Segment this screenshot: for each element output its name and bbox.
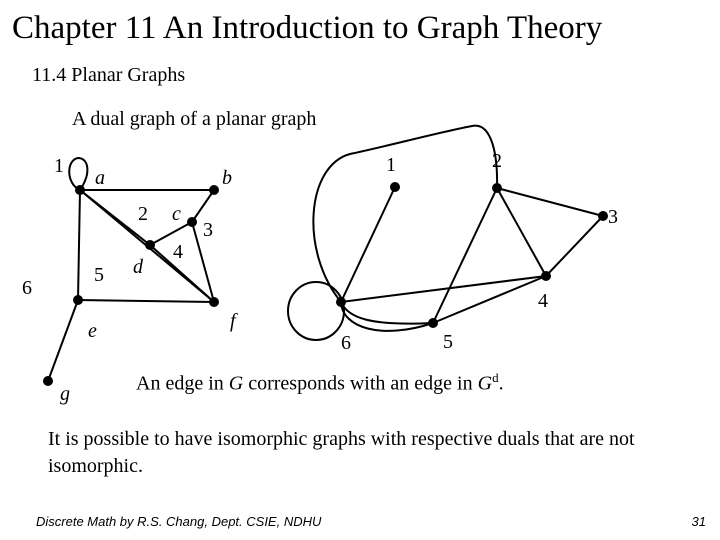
gd-label-6: 6 (341, 332, 351, 354)
g-vertex-bottom-right (209, 297, 219, 307)
edge-c-d (150, 222, 192, 245)
edge-note-middle: corresponds with an edge in (243, 372, 478, 395)
gd-label-4: 4 (538, 290, 548, 312)
g-vertex-center-c (187, 217, 197, 227)
dual-edge-2-3 (497, 188, 603, 216)
g-vertex-pendant-g (43, 376, 53, 386)
edge-left-side (78, 190, 80, 300)
gd-vertex-2 (492, 183, 502, 193)
edge-note-sup: d (492, 370, 499, 385)
gd-label-5: 5 (443, 331, 453, 353)
edge-label-c: c (172, 203, 181, 225)
edge-note-prefix: An edge in (136, 372, 229, 395)
edge-label-d: d (133, 256, 143, 278)
region-label-6: 6 (22, 277, 32, 299)
edge-label-g: g (60, 383, 70, 405)
dual-loop-6 (288, 282, 344, 340)
dual-edge-3-4 (546, 216, 603, 276)
edge-f (78, 300, 214, 302)
edge-g (48, 300, 78, 381)
g-vertex-bottom-left (73, 295, 83, 305)
dual-edge-large-curve (313, 126, 497, 302)
page-number: 31 (691, 514, 706, 529)
edge-note-suffix: . (498, 372, 504, 395)
isomorphism-note: It is possible to have isomorphic graphs with respective duals that are not isomorphic. (48, 428, 635, 477)
gd-label-1: 1 (386, 154, 396, 176)
gd-vertex-1 (390, 182, 400, 192)
footer-credit: Discrete Math by R.S. Chang, Dept. CSIE, NDHU (36, 514, 322, 529)
edge-label-a: a (95, 167, 105, 189)
edge-label-f: f (230, 310, 236, 332)
dual-edge-6-5-curve (341, 302, 433, 324)
gd-vertex-3 (598, 211, 608, 221)
g-vertex-center-d (145, 240, 155, 250)
gd-vertex-5 (428, 318, 438, 328)
g-vertex-top-right (209, 185, 219, 195)
dual-edge-2-5 (433, 188, 497, 323)
section-subtitle: 11.4 Planar Graphs (32, 64, 186, 86)
slide-title: Chapter 11 An Introduction to Graph Theory (12, 10, 603, 46)
edge-label-e: e (88, 320, 97, 342)
region-label-3: 3 (203, 219, 213, 241)
g-vertex-top-left (75, 185, 85, 195)
edge-c (192, 190, 214, 222)
edge-note-g: G (228, 372, 244, 395)
region-label-1: 1 (54, 155, 64, 177)
dual-edge-2-4 (497, 188, 546, 276)
region-label-5: 5 (94, 264, 104, 286)
dual-edge-1-6 (341, 187, 395, 302)
gd-vertex-4 (541, 271, 551, 281)
gd-label-3: 3 (608, 206, 618, 228)
gd-vertex-6 (336, 297, 346, 307)
diagram-heading: A dual graph of a planar graph (72, 108, 317, 130)
region-label-4: 4 (173, 241, 183, 263)
region-label-2: 2 (138, 203, 148, 225)
edge-note-gd: G (477, 372, 493, 395)
edge-label-b: b (222, 167, 232, 189)
edge-correspondence-note (136, 370, 504, 396)
gd-label-2: 2 (492, 150, 502, 172)
edge-a-loop (69, 158, 87, 190)
